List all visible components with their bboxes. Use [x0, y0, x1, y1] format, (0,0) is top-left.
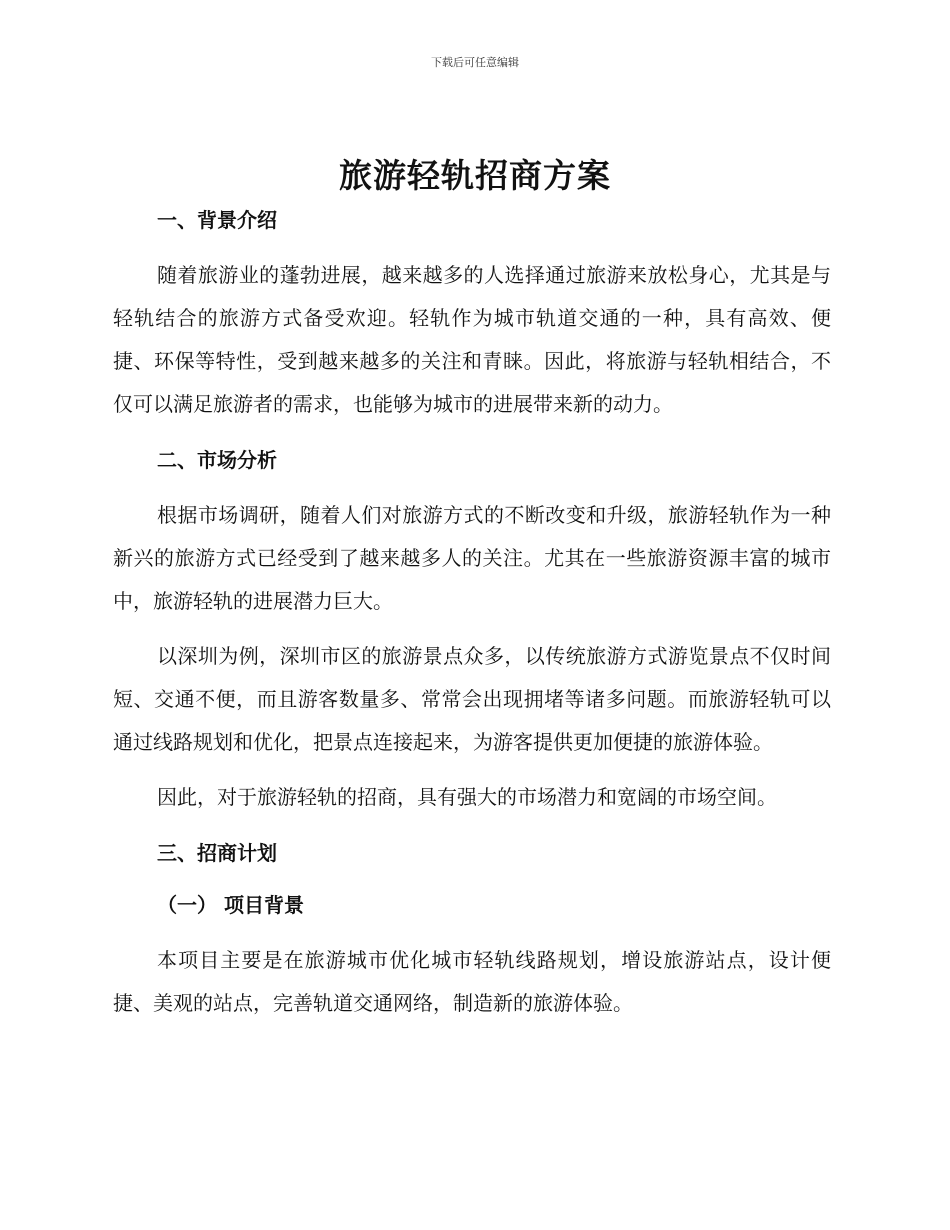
- paragraph-market-1: 根据市场调研，随着人们对旅游方式的不断改变和升级，旅游轻轨作为一种新兴的旅游方式已经受到了越来越多人的关注。尤其在一些旅游资源丰富的城市中，旅游轻轨的进展潜力巨大。: [113, 503, 831, 613]
- paragraph-project-background: 本项目主要是在旅游城市优化城市轻轨线路规划，增设旅游站点，设计便捷、美观的站点，完善轨道交通网络，制造新的旅游体验。: [113, 948, 831, 1015]
- paragraph-background: 随着旅游业的蓬勃进展，越来越多的人选择通过旅游来放松身心，尤其是与轻轨结合的旅游方式备受欢迎。轻轨作为城市轨道交通的一种，具有高效、便捷、环保等特性，受到越来越多的关注和青睐。因此，将旅游与轻轨相结合，不仅可以满足旅游者的需求，也能够为城市的进展带来新的动力。: [113, 263, 831, 416]
- document-body: [113, 202, 831, 1025]
- section-heading-investment-plan: 三、招商计划: [157, 841, 277, 865]
- section-heading-market-analysis: 二、市场分析: [157, 448, 277, 472]
- section-heading-background: 一、背景介绍: [157, 208, 277, 232]
- header-note: 下载后可任意编辑: [431, 56, 519, 69]
- paragraph-market-2: 以深圳为例，深圳市区的旅游景点众多，以传统旅游方式游览景点不仅时间短、交通不便，而且游客数量多、常常会出现拥堵等诸多问题。而旅游轻轨可以通过线路规划和优化，把景点连接起来，为游客提供更加便捷的旅游体验。: [113, 644, 831, 754]
- paragraph-market-3: 因此，对于旅游轻轨的招商，具有强大的市场潜力和宽阔的市场空间。: [157, 785, 777, 809]
- subsection-heading-project-background: （一） 项目背景: [157, 893, 304, 917]
- document-title: 旅游轻轨招商方案: [339, 156, 611, 195]
